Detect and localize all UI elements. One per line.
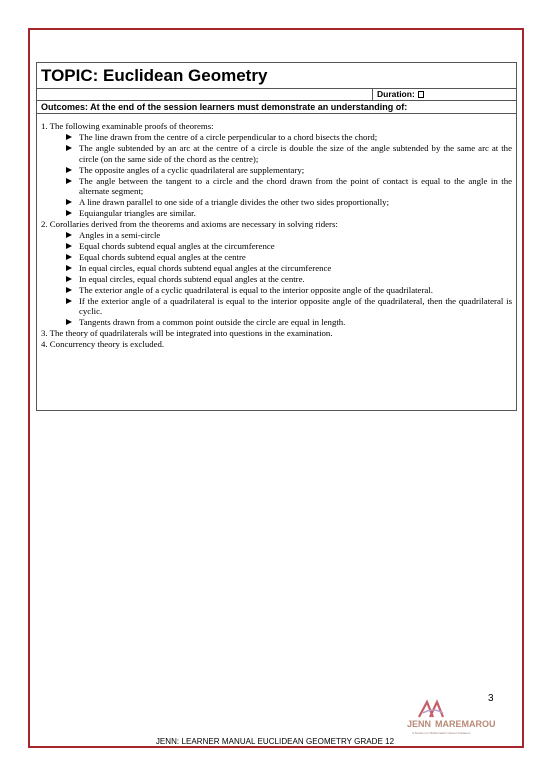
list-item-text: Equal chords subtend equal angles at the centre — [79, 251, 246, 262]
arrow-bullet-icon — [66, 254, 72, 260]
list-item-text: Tangents drawn from a common point outside the circle are equal in length. — [79, 317, 346, 328]
list-item — [66, 274, 512, 285]
arrow-bullet-icon — [66, 145, 72, 151]
list-item — [66, 263, 512, 274]
logo-surname: MAREMAROU — [435, 719, 496, 729]
list-item-text: The exterior angle of a cyclic quadrilateral is equal to the interior opposite angle of the quadrilateral. — [79, 284, 433, 295]
list-item — [66, 252, 512, 263]
list-item — [66, 285, 512, 296]
list-item-text: The angle subtended by an arc at the centre of a circle is double the size of the angle subtended by the same arc at the circle (on the same side of the chord as the centre); — [79, 142, 512, 164]
list-item-text: In equal circles, equal chords subtend equal angles at the centre. — [79, 273, 305, 284]
list-item-text: The angle between the tangent to a circle and the chord drawn from the point of contact is equal to the angle in the alternate segment; — [79, 175, 512, 197]
arrow-bullet-icon — [66, 298, 72, 304]
arrow-bullet-icon — [66, 319, 72, 325]
list-item — [66, 208, 512, 219]
section-heading-3: 3. The theory of quadrilaterals will be integrated into questions in the examination. — [41, 328, 333, 339]
page-footer: JENN: LEARNER MANUAL EUCLIDEAN GEOMETRY GRADE 12 — [155, 737, 395, 746]
list-item-text: Equal chords subtend equal angles at the circumference — [79, 240, 275, 251]
list-item-text: The opposite angles of a cyclic quadrilateral are supplementary; — [79, 164, 305, 175]
duration-label: Duration: — [377, 89, 415, 99]
list-item-text: In equal circles, equal chords subtend equal angles at the circumference — [79, 262, 332, 273]
checkbox-glyph-icon — [418, 91, 424, 98]
jenn-logo — [385, 699, 496, 741]
section-heading-4: 4. Concurrency theory is excluded. — [41, 339, 165, 350]
arrow-bullet-icon — [66, 265, 72, 271]
arrow-bullet-icon — [66, 167, 72, 173]
arrow-bullet-icon — [66, 210, 72, 216]
topic-title: TOPIC: Euclidean Geometry — [37, 63, 516, 89]
duration-row — [37, 89, 516, 101]
list-item — [66, 230, 512, 241]
list-item — [66, 143, 512, 165]
section-heading-2: 2. Corollaries derived from the theorems and axioms are necessary in solving riders: — [41, 219, 338, 230]
list-item-text: Equiangular triangles are similar. — [79, 208, 196, 219]
outcomes-body — [37, 114, 516, 350]
arrow-bullet-icon — [66, 178, 72, 184]
outcomes-heading: Outcomes: At the end of the session learners must demonstrate an understanding of: — [37, 101, 516, 114]
page-number: 3 — [488, 693, 494, 704]
list-item-text: A line drawn parallel to one side of a triangle divides the other two sides proportionally; — [79, 197, 390, 208]
arrow-bullet-icon — [66, 199, 72, 205]
topic-table — [36, 62, 517, 411]
list-item — [66, 317, 512, 328]
list-item-text: The line drawn from the centre of a circle perpendicular to a chord bisects the chord; — [79, 131, 378, 142]
list-item — [66, 176, 512, 198]
list-item — [66, 132, 512, 143]
list-item-text: If the exterior angle of a quadrilateral is equal to the interior opposite angle of the quadrilateral, then the quadrilateral is cyclic. — [79, 295, 512, 317]
list-item — [66, 197, 512, 208]
list-item — [66, 241, 512, 252]
arrow-bullet-icon — [66, 276, 72, 282]
arrow-bullet-icon — [66, 134, 72, 140]
arrow-bullet-icon — [66, 232, 72, 238]
section-heading-1: 1. The following examinable proofs of theorems: — [41, 121, 214, 131]
arrow-bullet-icon — [66, 287, 72, 293]
list-item — [66, 165, 512, 176]
list-item-text: Angles in a semi-circle — [79, 230, 161, 241]
bullet-list-2 — [66, 230, 512, 328]
duration-cell — [372, 89, 518, 100]
logo-tagline: A Solution to Mathematics Career Guidance — [412, 731, 471, 735]
arrow-bullet-icon — [66, 243, 72, 249]
logo-name: JENN — [407, 719, 432, 729]
bullet-list-1 — [66, 132, 512, 219]
list-item — [66, 296, 512, 318]
